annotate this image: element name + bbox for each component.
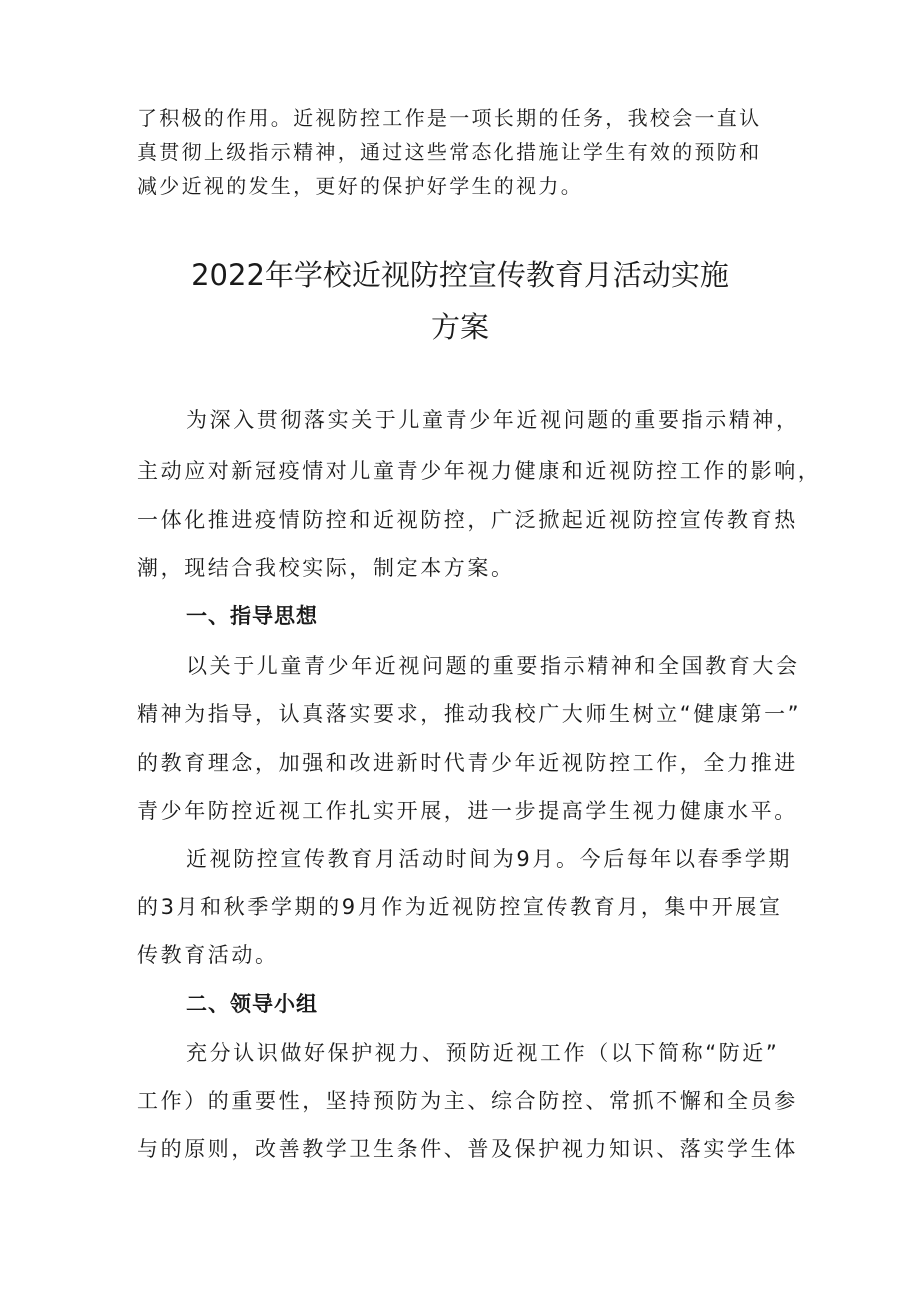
intro-line-2: 真贯彻上级指示精神，通过这些常态化措施让学生有效的预防和 <box>137 140 762 164</box>
section1-p1-line-4: 青少年防控近视工作扎实开展，进一步提高学生视力健康水平。 <box>137 799 798 823</box>
section2-heading: 二、领导小组 <box>186 992 318 1016</box>
section2-p1-line-1: 充分认识做好保护视力、预防近视工作（以下简称“防近” <box>186 1041 780 1065</box>
section1-p1-line-1: 以关于儿童青少年近视问题的重要指示精神和全国教育大会 <box>186 654 800 678</box>
section1-p1-line-2: 精神为指导，认真落实要求，推动我校广大师生树立“健康第一” <box>137 702 802 726</box>
preface-line-4: 潮，现结合我校实际，制定本方案。 <box>137 556 515 580</box>
preface-line-2: 主动应对新冠疫情对儿童青少年视力健康和近视防控工作的影响， <box>137 459 822 483</box>
section2-p1-line-3: 与的原则，改善教学卫生条件、普及保护视力知识、落实学生体 <box>137 1137 798 1161</box>
intro-line-3: 减少近视的发生，更好的保护好学生的视力。 <box>137 174 583 198</box>
document-title-line-1: 2022年学校近视防控宣传教育月活动实施 <box>191 258 729 292</box>
preface-line-3: 一体化推进疫情防控和近视防控，广泛掀起近视防控宣传教育热 <box>137 508 798 532</box>
preface-line-1: 为深入贯彻落实关于儿童青少年近视问题的重要指示精神， <box>186 408 800 432</box>
section1-p1-line-3: 的教育理念，加强和改进新时代青少年近视防控工作，全力推进 <box>137 751 798 775</box>
intro-line-1: 了积极的作用。近视防控工作是一项长期的任务，我校会一直认 <box>137 106 762 130</box>
document-title-line-2: 方案 <box>430 310 489 344</box>
section1-p2-line-2: 的3月和秋季学期的9月作为近视防控宣传教育月，集中开展宣 <box>137 895 783 919</box>
section2-p1-line-2: 工作）的重要性，坚持预防为主、综合防控、常抓不懈和全员参 <box>137 1089 798 1113</box>
section1-p2-line-1: 近视防控宣传教育月活动时间为9月。今后每年以春季学期 <box>186 847 792 871</box>
section1-p2-line-3: 传教育活动。 <box>137 943 279 967</box>
section1-heading: 一、指导思想 <box>186 604 318 628</box>
